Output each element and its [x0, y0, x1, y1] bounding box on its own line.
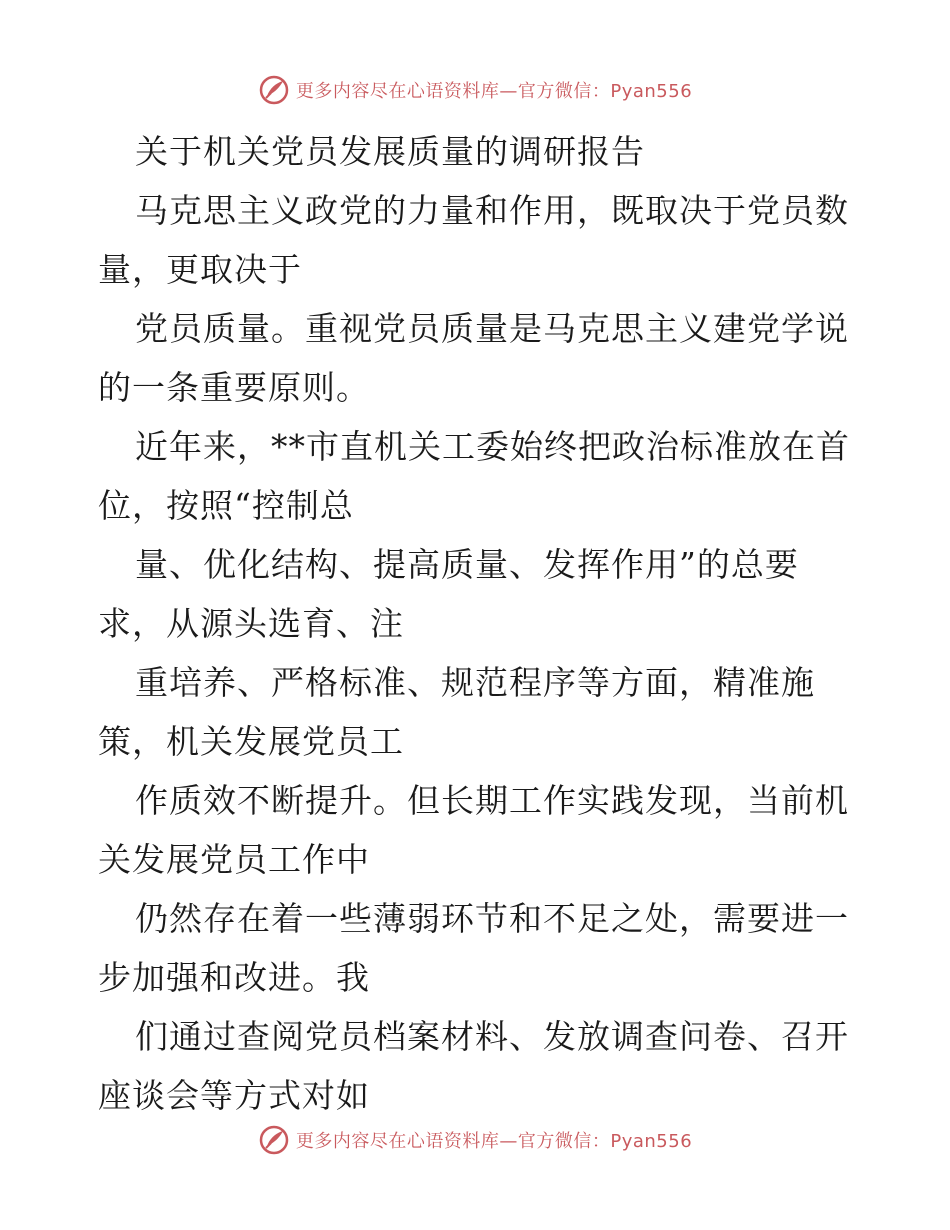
text-line: 量，更取决于	[98, 250, 302, 289]
document-title: 关于机关党员发展质量的调研报告	[135, 132, 645, 171]
text-line: 关发展党员工作中	[98, 840, 370, 879]
footer-watermark	[0, 1122, 950, 1158]
text-line: 步加强和改进。我	[98, 958, 370, 997]
text-line: 们通过查阅党员档案材料、发放调查问卷、召开	[135, 1017, 849, 1056]
watermark-text: 更多内容尽在心语资料库—官方微信：Pyan556	[295, 81, 693, 102]
text-line: 策，机关发展党员工	[98, 722, 404, 761]
text-line: 的一条重要原则。	[98, 368, 370, 407]
text-line: 位，按照“控制总	[98, 486, 354, 525]
quill-seal-icon	[258, 74, 290, 106]
text-line: 重培养、严格标准、规范程序等方面，精准施	[135, 663, 815, 702]
text-line: 量、优化结构、提高质量、发挥作用”的总要	[135, 545, 799, 584]
text-line: 座谈会等方式对如	[98, 1076, 370, 1115]
quill-seal-icon	[258, 1124, 290, 1156]
text-line: 求，从源头选育、注	[98, 604, 404, 643]
header-watermark	[0, 72, 950, 108]
watermark-text: 更多内容尽在心语资料库—官方微信：Pyan556	[295, 1131, 693, 1152]
document-body	[98, 122, 858, 1125]
text-line: 马克思主义政党的力量和作用，既取决于党员数	[135, 191, 849, 230]
text-line: 近年来，**市直机关工委始终把政治标准放在首	[135, 427, 850, 466]
text-line: 作质效不断提升。但长期工作实践发现，当前机	[135, 781, 849, 820]
text-line: 党员质量。重视党员质量是马克思主义建党学说	[135, 309, 849, 348]
text-line: 仍然存在着一些薄弱环节和不足之处，需要进一	[135, 899, 849, 938]
